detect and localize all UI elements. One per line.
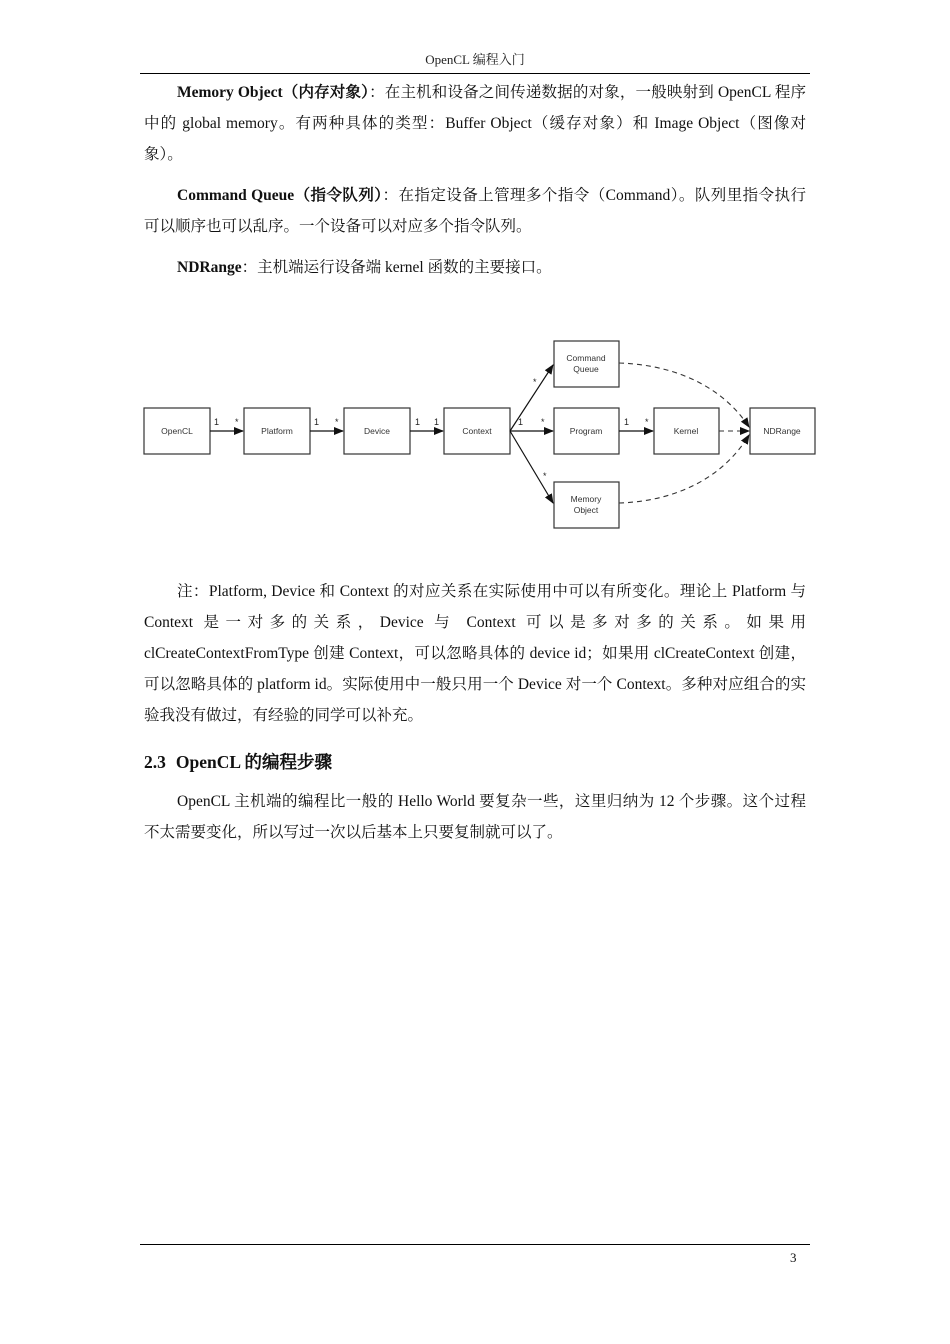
node-kernel-label: Kernel xyxy=(673,426,699,436)
section-heading xyxy=(144,749,342,774)
edge-context-memory-object xyxy=(510,431,553,503)
note-text: 注：Platform, Device 和 Context 的对应关系在实际使用中可以有所变化。理论上 Platform 与 Context 是一对多的关系，Device 与 Context 可以是多对多的关系。如果用 clCreateContextFromType 创建 Context，可以忽略具体的 device id；如果用 clCreateContext 创建，可以忽略具体的 platform id。实际使用中一般只用一个 Device 对一个 Context。多种对应组合的实验我没有做过，有经验的同学可以补充。 xyxy=(144,583,806,724)
page-number: 3 xyxy=(790,1250,797,1265)
mult-platform-many: * xyxy=(235,417,239,427)
mult-memory-object-many: * xyxy=(543,471,547,481)
node-device-label: Device xyxy=(364,426,390,436)
steps-intro-text: OpenCL 主机端的编程比一般的 Hello World 要复杂一些，这里归纳为 12 个步骤。这个过程不太需要变化，所以写过一次以后基本上只要复制就可以了。 xyxy=(144,793,806,841)
mult-device-many: * xyxy=(335,417,339,427)
mult-opencl-1: 1 xyxy=(214,417,220,427)
paragraph-note xyxy=(144,576,806,731)
mult-command-queue-many: * xyxy=(533,377,537,387)
node-command-queue-label-1: Command xyxy=(566,353,606,363)
command-queue-text: 在指定设备上管理多个指令（Command）。队列里指令执行可以顺序也可以乱序。一个设备可以对应多个指令队列。 xyxy=(144,187,806,235)
node-opencl-label: OpenCL xyxy=(161,426,193,436)
term-command-queue: Command Queue（指令队列） xyxy=(177,187,383,204)
mult-platform-1: 1 xyxy=(314,417,320,427)
section-number: 2.3 xyxy=(144,752,166,772)
running-header: OpenCL 编程入门 xyxy=(425,52,525,67)
node-program-label: Program xyxy=(569,426,603,436)
footer-rule xyxy=(140,1244,810,1245)
term-separator: ： xyxy=(369,84,385,101)
memory-object-text: 在主机和设备之间传递数据的对象，一般映射到 OpenCL 程序中的 global memory。有两种具体的类型：Buffer Object（缓存对象）和 Image Object（图像对象）。 xyxy=(144,84,806,163)
paragraph-memory-object xyxy=(144,77,806,170)
term-separator: ： xyxy=(241,259,258,276)
term-ndrange: NDRange xyxy=(177,259,242,276)
node-ndrange-label: NDRange xyxy=(763,426,801,436)
term-memory-object: Memory Object（内存对象） xyxy=(177,84,370,101)
header-rule xyxy=(140,73,810,74)
mult-device-1: 1 xyxy=(415,417,421,427)
mult-kernel-many: * xyxy=(645,417,649,427)
paragraph-ndrange xyxy=(144,252,806,283)
mult-context-1: 1 xyxy=(434,417,440,427)
node-context-label: Context xyxy=(462,426,492,436)
opencl-object-diagram xyxy=(140,335,820,535)
edge-context-command-queue xyxy=(510,365,553,431)
paragraph-command-queue xyxy=(144,180,806,242)
node-memory-object-label-2: Object xyxy=(573,505,599,515)
paragraph-steps-intro xyxy=(144,786,806,848)
term-separator: ： xyxy=(382,187,399,204)
mult-context-out-1: 1 xyxy=(518,417,524,427)
ndrange-text: 主机端运行设备端 kernel 函数的主要接口。 xyxy=(257,259,552,276)
node-memory-object-label-1: Memory xyxy=(570,494,602,504)
node-platform-label: Platform xyxy=(261,426,293,436)
node-command-queue-label-2: Queue xyxy=(573,364,599,374)
mult-program-1: 1 xyxy=(624,417,630,427)
mult-program-many: * xyxy=(541,417,545,427)
section-title: OpenCL 的编程步骤 xyxy=(175,752,332,772)
